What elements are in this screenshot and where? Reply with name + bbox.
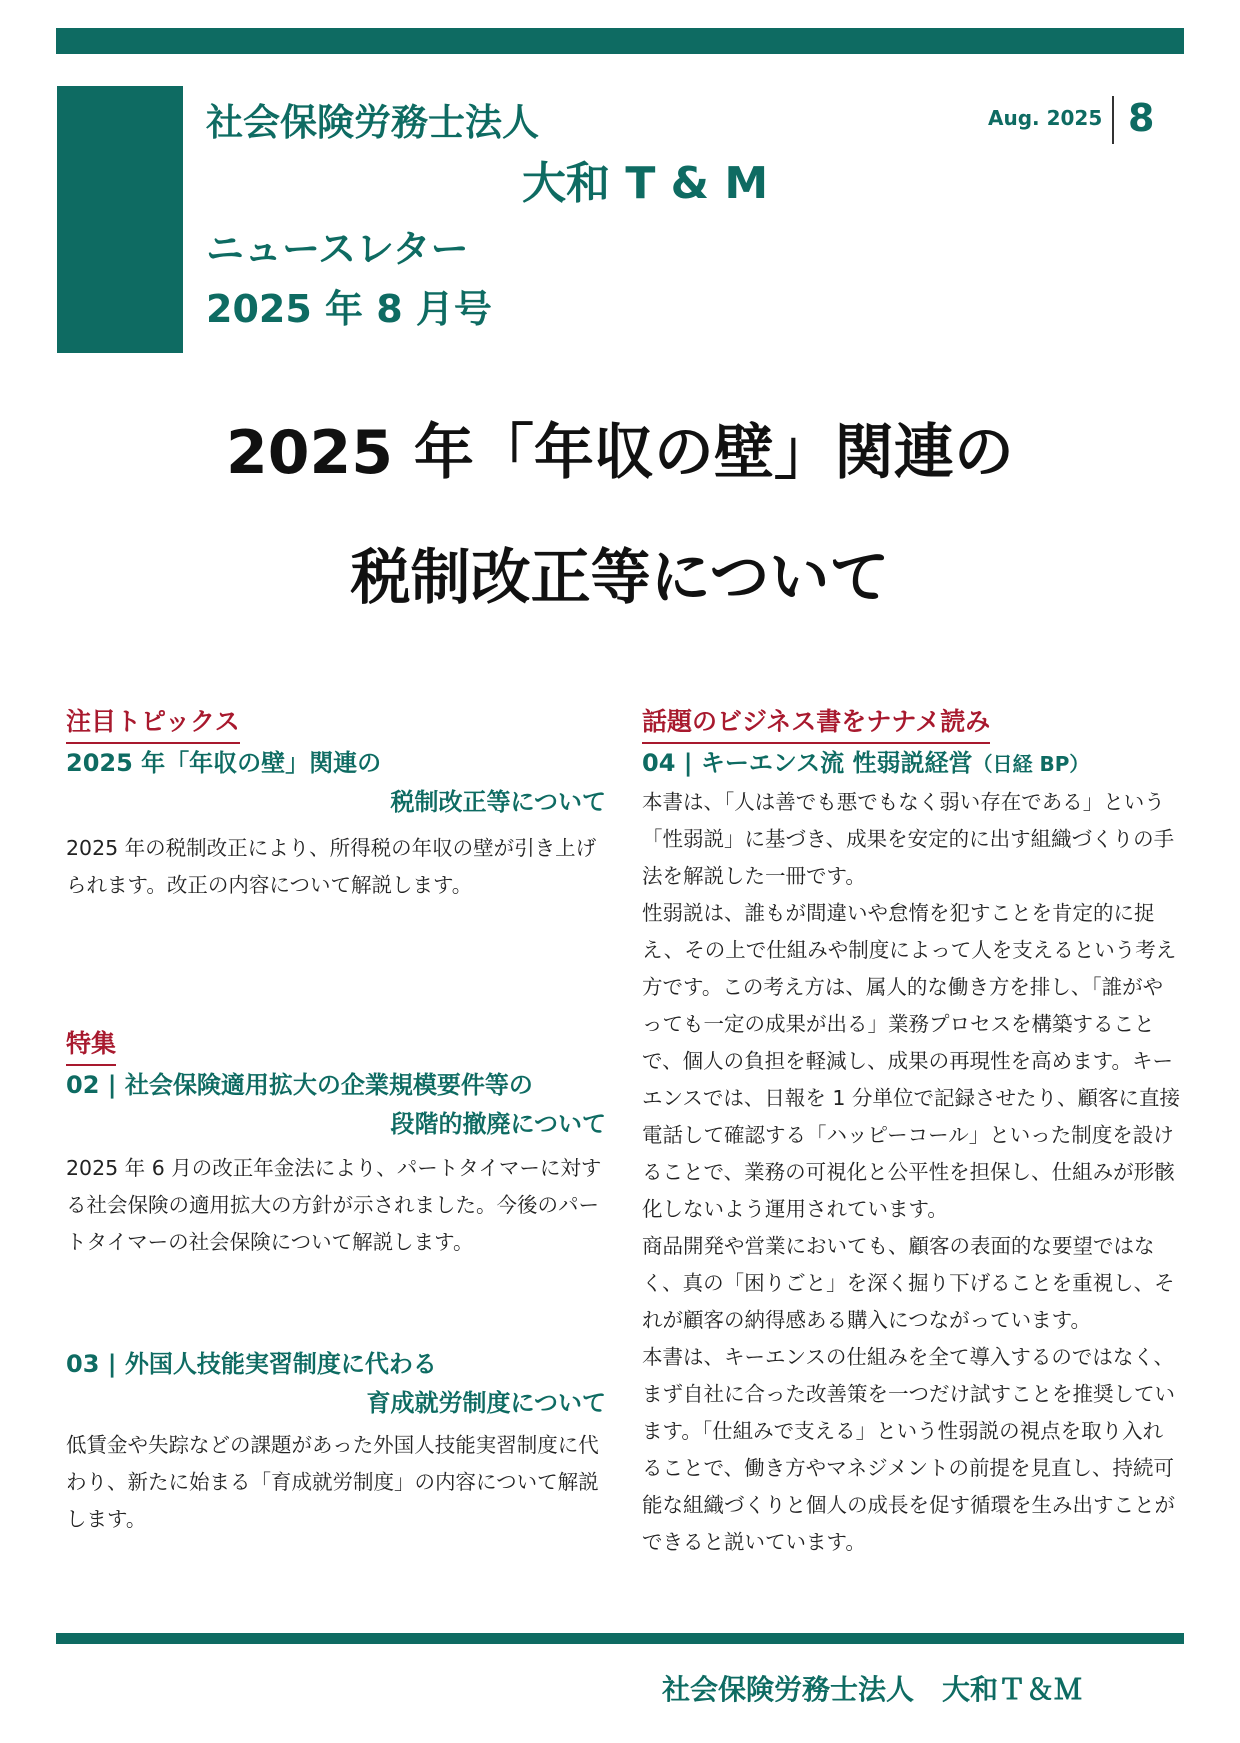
topics-section-label: 注目トピックス <box>66 702 240 744</box>
feature1-title-line-2: 段階的撤廃について <box>390 1110 606 1138</box>
feature-section-label: 特集 <box>66 1024 116 1066</box>
feature2-body: 低賃金や失踪などの課題があった外国人技能実習制度に代わり、新たに始まる「育成就労制度」の内容について解説します。 <box>66 1433 599 1531</box>
issue-date: Aug. 2025 <box>988 106 1103 130</box>
topic-title-line-2: 税制改正等について <box>390 788 606 816</box>
book-review-body <box>642 784 1182 1561</box>
main-title-line-2: 税制改正等について <box>350 543 890 613</box>
book-review-paragraph: 本書は、キーエンスの仕組みを全て導入するのではなく、まず自社に合った改善策を一つだけ試すことを推奨しています。「仕組みで支える」という性弱説の視点を取り入れることで、働き方やマネジメントの前提を見直し、持続可能な組織づくりと個人の成長を促す循環を生み出すことができると説いています。 <box>642 1345 1175 1554</box>
feature1-body: 2025 年 6 月の改正年金法により、パートタイマーに対する社会保険の適用拡大の方針が示されました。今後のパートタイマーの社会保険について解説します。 <box>66 1156 602 1254</box>
book-review-paragraph: 商品開発や営業においても、顧客の表面的な要望ではなく、真の「困りごと」を深く掘り下げることを重視し、それが顧客の納得感ある購入につながっています。 <box>642 1234 1175 1332</box>
main-title-line-1: 2025 年「年収の壁」関連の <box>226 418 1014 488</box>
date-divider <box>1112 96 1114 144</box>
feature1-title <box>66 1066 606 1144</box>
book-title-main: 04 | キーエンス流 性弱説経営 <box>642 749 973 777</box>
feature1-title-line-1: 02 | 社会保険適用拡大の企業規模要件等の <box>66 1071 533 1099</box>
topic-body: 2025 年の税制改正により、所得税の年収の壁が引き上げられます。改正の内容について解説します。 <box>66 836 597 897</box>
brand-name: 大和 T & M <box>522 158 769 209</box>
feature2-title-line-1: 03 | 外国人技能実習制度に代わる <box>66 1350 437 1378</box>
issue-label: 2025 年 8 月号 <box>206 287 492 331</box>
org-name: 社会保険労務士法人 <box>206 101 539 144</box>
footer-org-name: 社会保険労務士法人 大和Ｔ＆Ｍ <box>662 1673 1083 1706</box>
feature2-title <box>66 1345 606 1423</box>
newsletter-label: ニュースレター <box>206 227 469 271</box>
bottom-divider-bar <box>56 1633 1184 1644</box>
header-accent-block <box>57 86 183 353</box>
book-title <box>642 744 1182 784</box>
feature2-title-line-2: 育成就労制度について <box>366 1389 606 1417</box>
page-number: 8 <box>1128 96 1155 140</box>
book-publisher: （日経 BP） <box>972 752 1090 776</box>
book-review-paragraph: 性弱説は、誰もが間違いや怠惰を犯すことを肯定的に捉え、その上で仕組みや制度によって人を支えるという考え方です。この考え方は、属人的な働き方を排し、「誰がやっても一定の成果が出る」業務プロセスを構築することで、個人の負担を軽減し、成果の再現性を高めます。キーエンスでは、日報を 1 分単位で記録させたり、顧客に直接電話して確認する「ハッピーコール」といった制度を設けることで、業務の可視化と公平性を担保し、仕組みが形骸化しないよう運用されています。 <box>642 901 1180 1221</box>
book-review-section-label: 話題のビジネス書をナナメ読み <box>642 702 990 744</box>
book-review-paragraph: 本書は、「人は善でも悪でもなく弱い存在である」という「性弱説」に基づき、成果を安定的に出す組織づくりの手法を解説した一冊です。 <box>642 790 1175 888</box>
topic-title <box>66 744 606 822</box>
topic-title-line-1: 2025 年「年収の壁」関連の <box>66 749 382 777</box>
top-divider-bar <box>56 28 1184 54</box>
